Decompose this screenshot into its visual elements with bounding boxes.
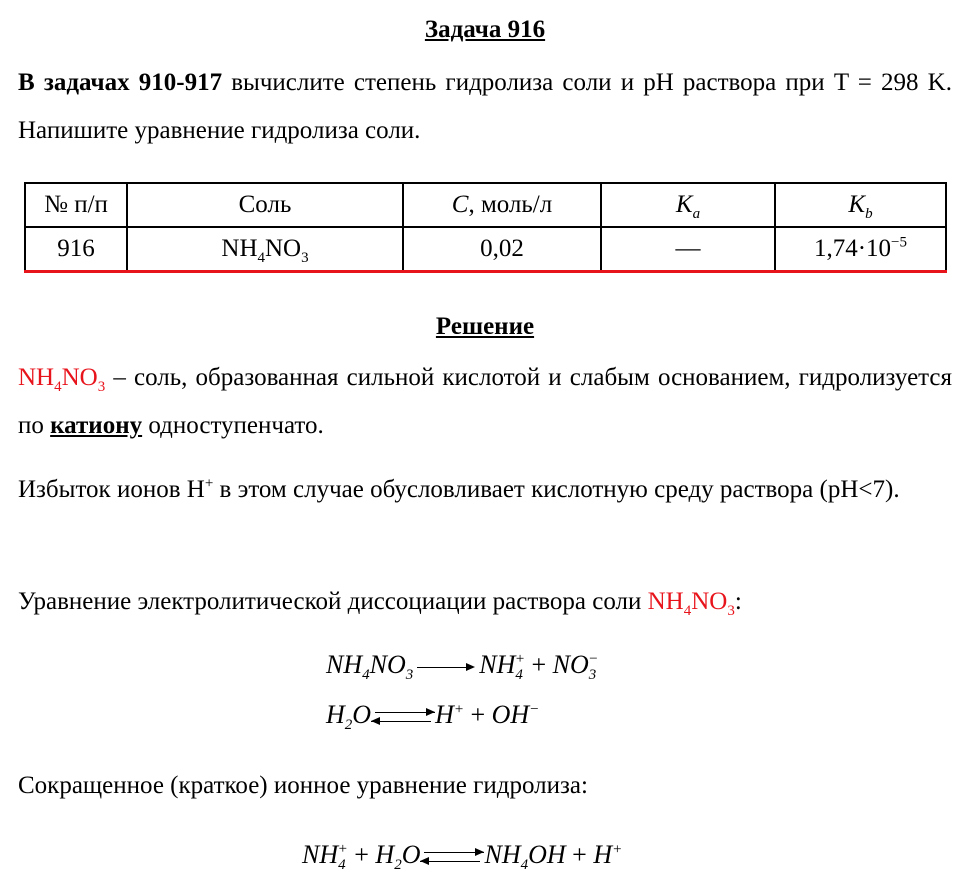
arrow-icon: [417, 662, 475, 672]
paragraph-dissociation: Уравнение электролитической диссоциации раствора соли $NH_4NO_3$:: [18, 588, 742, 619]
equilibrium-arrow-icon: [420, 849, 484, 865]
paragraph-ionic: Сокращенное (краткое) ионное уравнение гидролиза:: [18, 772, 588, 799]
table-row: [25, 227, 946, 272]
header-salt: Соль: [127, 183, 403, 227]
header-kb: $K_b$: [775, 183, 946, 227]
solution-title: Решение: [435, 313, 535, 340]
formula-nh4no3: $NH_4NO_3$: [18, 364, 106, 395]
paragraph-acidity: Избыток ионов H+ в этом случае обусловливает кислотную среду раствора (pH<7).: [18, 475, 900, 503]
statement-text: вычислите степень гидролиза соли и pH раствора при T = 298 K. Напишите уравнение гидролиза соли.: [18, 69, 952, 144]
cell-num: 916: [25, 227, 127, 272]
cell-salt: $NH_4NO_3$: [127, 227, 403, 272]
problem-title: Задача 916: [424, 16, 546, 43]
equation-dissociation: $NH_4NO_3$ $NH_4^+ + NO_3^-$: [326, 650, 599, 684]
paragraph-salt-type: $NH_4NO_3$ – соль, образованная сильной кислотой и слабым основанием, гидролизуется по катиону одноступенчато.: [18, 364, 952, 439]
header-num: № п/п: [25, 183, 127, 227]
cell-concentration: 0,02: [403, 227, 601, 272]
emphasis-cation: катиону: [50, 412, 143, 439]
equilibrium-arrow-icon: [371, 709, 435, 725]
cell-kb: $1,74\cdot 10^{-5}$: [775, 227, 946, 272]
cell-ka: —: [601, 227, 775, 272]
table-header-row: [25, 183, 946, 227]
equation-water: $H_2O$ H+ + OH−: [326, 700, 540, 734]
equation-hydrolysis: $NH_4^+ + H_2O$ $NH_4OH + H^+$: [302, 840, 623, 873]
formula-nh4no3: $NH_4NO_3$: [647, 588, 735, 619]
problem-range: В задачах 910-917: [18, 69, 223, 96]
header-concentration: C, моль/л: [403, 183, 601, 227]
problem-statement: [18, 59, 952, 155]
data-table: [24, 182, 947, 273]
header-ka: $K_a$: [601, 183, 775, 227]
